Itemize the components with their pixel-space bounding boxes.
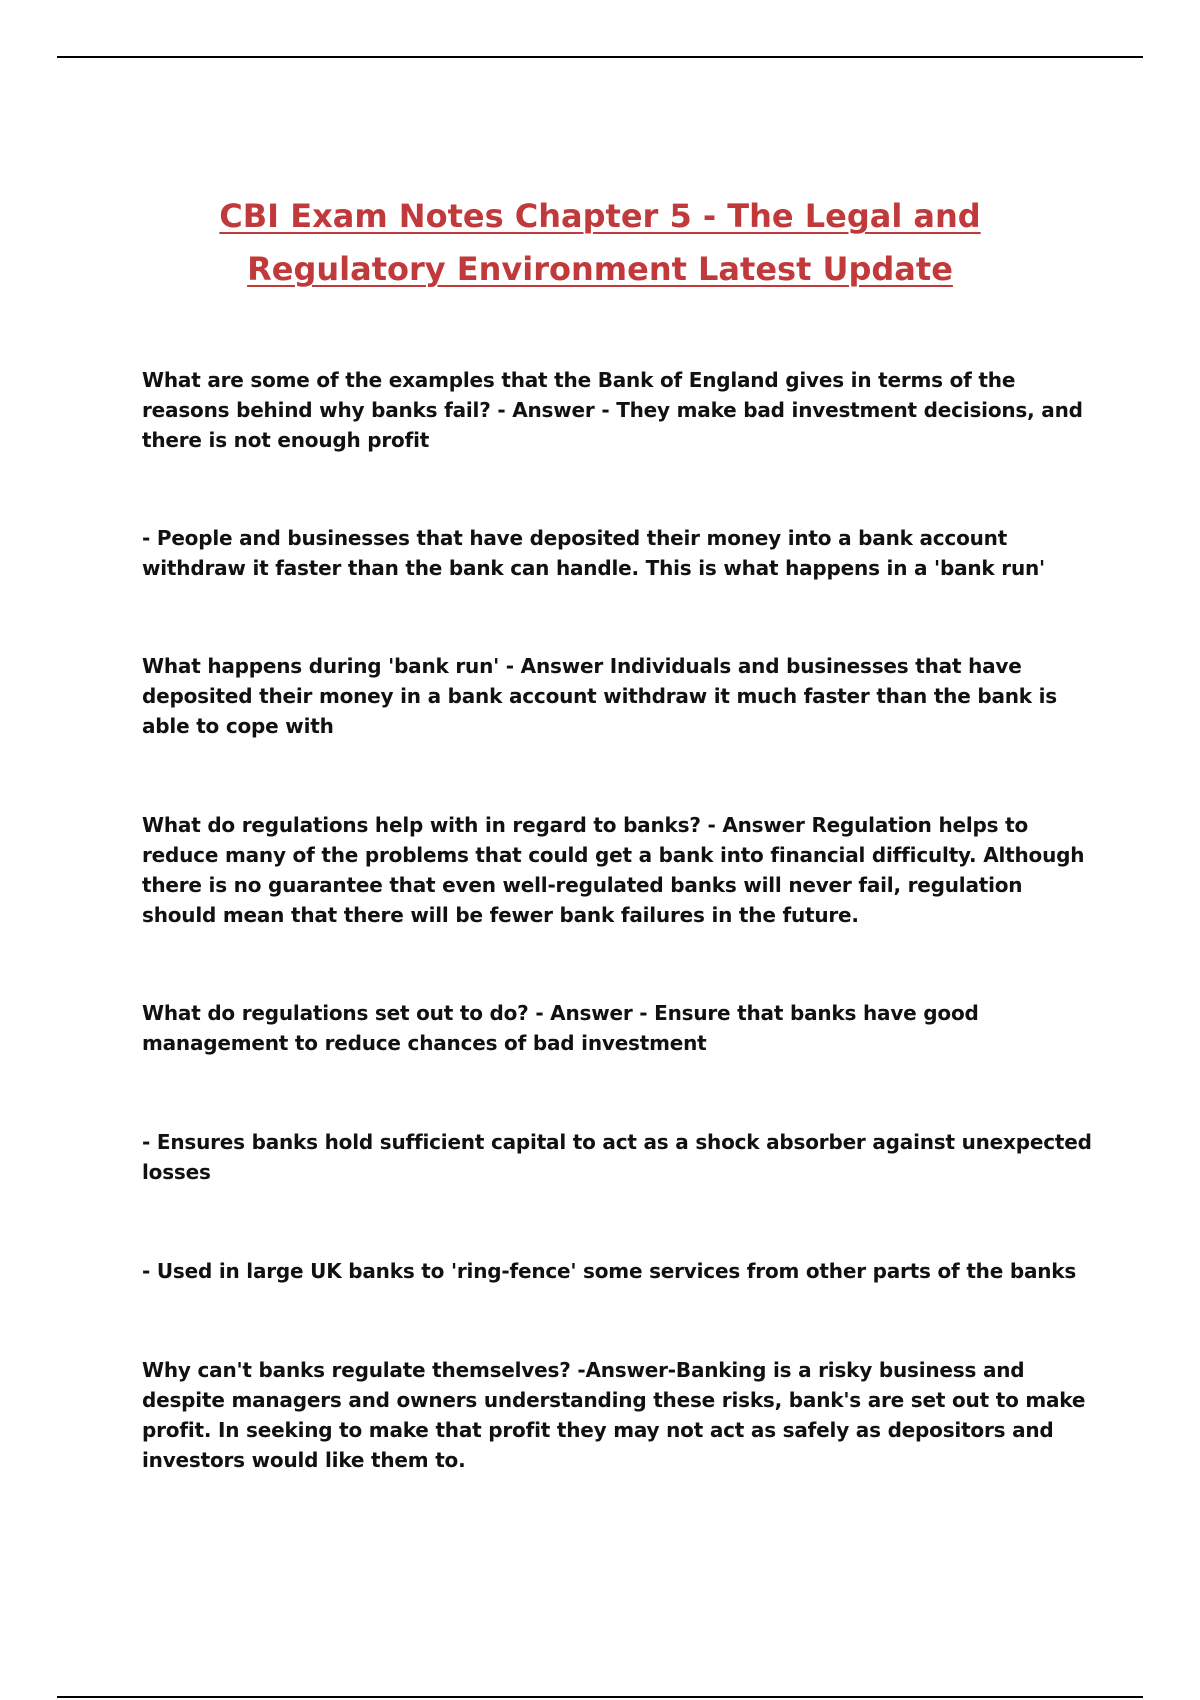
bottom-rule [57,1696,1143,1698]
title-line-1: CBI Exam Notes Chapter 5 - The Legal and [219,197,981,235]
paragraph-2: - People and businesses that have deposited their money into a bank account withdraw it faster than the bank can handle. This is what happens in a 'bank run' [142,526,1045,580]
paragraph-7: - Used in large UK banks to 'ring-fence' some services from other parts of the banks [142,1259,1077,1283]
paragraph-1: What are some of the examples that the Bank of England gives in terms of the reasons behind why banks fail? - Answer - They make bad investment decisions, and there is not enough profit [142,368,1083,452]
title-line-2: Regulatory Environment Latest Update [247,250,953,288]
paragraph-4: What do regulations help with in regard to banks? - Answer Regulation helps to reduce many of the problems that could get a bank into financial difficulty. Although there is no guarantee that even well-regulated banks will never fail, regulation should mean that there will be fewer bank failures in the future. [142,813,1085,927]
paragraph-6: - Ensures banks hold sufficient capital to act as a shock absorber against unexpected losses [142,1130,1092,1184]
top-rule [57,56,1143,58]
paragraph-5: What do regulations set out to do? - Answer - Ensure that banks have good management to reduce chances of bad investment [142,1001,979,1055]
paragraph-8: Why can't banks regulate themselves? -Answer-Banking is a risky business and despite managers and owners understanding these risks, bank's are set out to make profit. In seeking to make that profit they may not act as safely as depositors and investors would like them to. [142,1358,1086,1472]
document-title [100,190,1100,296]
paragraph-3: What happens during 'bank run' - Answer Individuals and businesses that have deposited their money in a bank account withdraw it much faster than the bank is able to cope with [142,654,1058,738]
